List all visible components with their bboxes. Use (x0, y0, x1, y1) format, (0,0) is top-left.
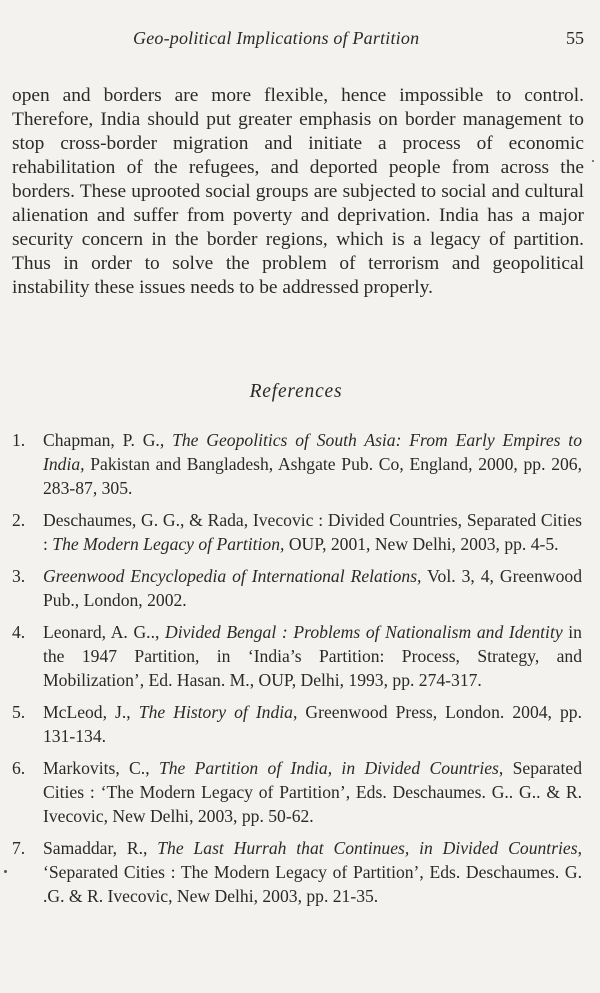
reference-segment: McLeod, J., (43, 702, 139, 722)
reference-segment: , ‘Separated Cities : The Modern Legacy of Partition’, Eds. Deschaumes. G. .G. & R. Ivecovic, New Delhi, 2003, pp. 21-35. (43, 838, 582, 906)
reference-title-italic: The Modern Legacy of Partition, (52, 534, 285, 554)
reference-text (43, 566, 582, 610)
reference-segment: , Separated Cities : ‘The Modern Legacy of Partition’, Eds. Deschaumes. G.. G.. & R. Ivecovic, New Delhi, 2003, pp. 50-62. (43, 758, 582, 826)
reference-title-italic: The Partition of India, in Divided Countries (158, 758, 499, 778)
reference-number: 2. (12, 510, 26, 530)
page-number: 55 (566, 28, 584, 48)
reference-title-italic: The History of India (138, 702, 293, 722)
reference-segment: Leonard, A. G.., (43, 622, 166, 642)
reference-title-italic: Greenwood Encyclopedia of International Relations, (43, 566, 422, 586)
reference-item-2 (12, 508, 582, 556)
reference-number: 6. (12, 758, 26, 778)
reference-number: 7. (12, 838, 26, 858)
reference-number: 5. (12, 702, 26, 722)
reference-number: 1. (12, 430, 26, 450)
reference-item-5 (12, 700, 582, 748)
reference-segment: in the 1947 Partition, in ‘India’s Partition: Process, Strategy, and Mobilization’, Ed. Hasan. M., OUP, Delhi, 1993, pp. 274-317. (43, 622, 582, 690)
reference-text (43, 622, 582, 690)
running-title: Geo-political Implications of Partition (133, 28, 420, 48)
reference-item-4 (12, 620, 582, 692)
reference-list (12, 428, 582, 916)
reference-segment: Markovits, C., (43, 758, 159, 778)
reference-segment: Samaddar, R., (43, 838, 158, 858)
reference-title-italic: The Last Hurrah that Continues, in Divided Countries (157, 838, 578, 858)
reference-segment: Vol. 3, 4, Greenwood Pub., London, 2002. (43, 566, 582, 610)
reference-item-7 (12, 836, 582, 908)
reference-segment: OUP, 2001, New Delhi, 2003, pp. 4-5. (284, 534, 559, 554)
scan-speck (592, 160, 594, 162)
scan-speck (4, 870, 7, 873)
running-head (0, 28, 600, 54)
reference-segment: Chapman, P. G., (43, 430, 173, 450)
body-paragraph: open and borders are more flexible, hence impossible to control. Therefore, India should put greater emphasis on border management to stop cross-border migration and initiate a process of economic rehabilitation of the refugees, and deported people from across the borders. These uprooted social groups are subjected to social and cultural alienation and suffer from poverty and deprivation. India has a major security concern in the border regions, which is a legacy of partition. Thus in order to solve the problem of terrorism and geopolitical instability these issues needs to be addressed properly. (12, 85, 584, 298)
reference-segment: , Greenwood Press, London. 2004, pp. 131-134. (43, 702, 582, 746)
reference-item-3 (12, 564, 582, 612)
reference-number: 3. (12, 566, 26, 586)
reference-text (43, 838, 582, 906)
reference-title-italic: The Geopolitics of South Asia: From Early Empires to India, (43, 430, 582, 474)
reference-text (43, 702, 582, 746)
reference-title-italic: Divided Bengal : Problems of Nationalism and Identity (165, 622, 563, 642)
reference-segment: Pakistan and Bangladesh, Ashgate Pub. Co, England, 2000, pp. 206, 283-87, 305. (43, 454, 582, 498)
reference-item-1 (12, 428, 582, 500)
reference-segment: Deschaumes, G. G., & Rada, Ivecovic : Divided Countries, Separated Cities : (43, 510, 582, 554)
reference-text (43, 510, 582, 554)
reference-text (43, 430, 582, 498)
reference-number: 4. (12, 622, 26, 642)
references-heading: References (249, 381, 343, 402)
reference-item-6 (12, 756, 582, 828)
reference-text (43, 758, 582, 826)
